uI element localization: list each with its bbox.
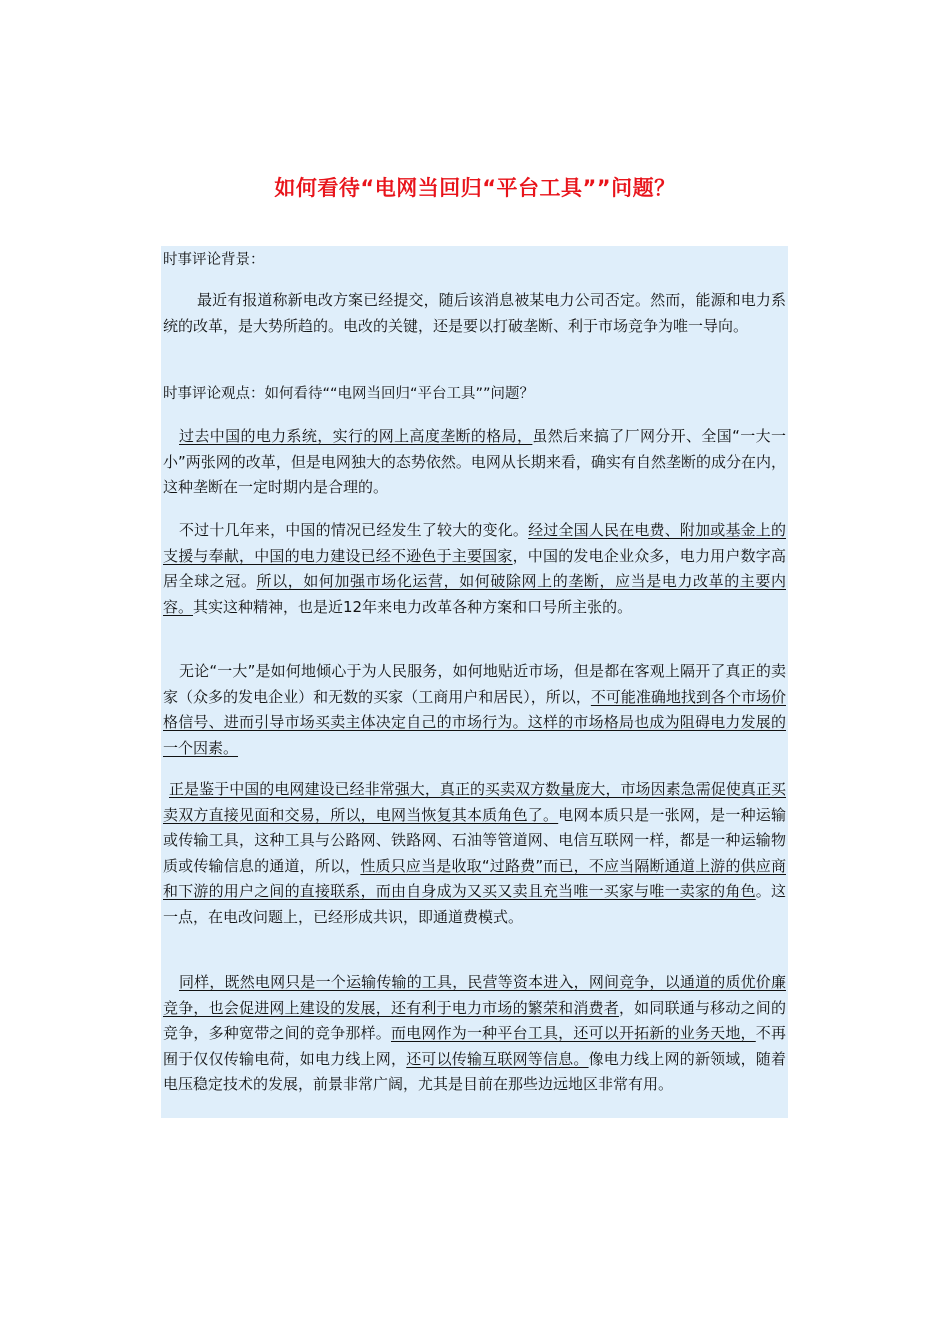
underlined-text: 所以，如何加强市场化运营，如何破除网上的垄断，应当是电力改革的主要内容。 — [163, 572, 786, 616]
text-run: 不过十几年来，中国的情况已经发生了较大的变化。 — [179, 521, 529, 539]
paragraph-text — [163, 518, 786, 620]
paragraph-text — [163, 659, 786, 761]
underlined-text: 不可能准确地找到各个市场价格信号、进而引导市场买卖主体决定自己的市场行为。这样的市场格局也成为阻碍电力发展的一个因素。 — [163, 687, 786, 757]
underlined-text: 同样，既然电网只是一个运输传输的工具，民营等资本进入，网间竞争，以通道的质优价廉竞争，也会促进网上建设的发展，还有利于电力市场的繁荣和消费者 — [163, 973, 786, 1017]
paragraph-text — [163, 777, 786, 930]
paragraph-text — [163, 424, 786, 501]
underlined-text: 经过全国人民在电费、附加或基金上的支援与奉献，中国的电力建设已经不逊色于主要国家 — [163, 521, 786, 565]
text-run: 电网本质只是一张网，是一种运输或传输工具，这种工具与公路网、铁路网、石油等管道网、电信互联网一样，都是一种运输物质或传输信息的通道，所以， — [163, 805, 786, 875]
underlined-text: 还可以传输互联网等信息。 — [406, 1049, 589, 1068]
viewpoint-label: 时事评论观点：如何看待““电网当回归“平台工具””问题？ — [163, 386, 535, 402]
background-paragraph — [163, 288, 786, 339]
text-run: 无论“一大”是如何地倾心于为人民服务，如何地贴近市场，但是都在客观上隔开了真正的卖家（众多的发电企业）和无数的买家（工商用户和居民），所以， — [163, 662, 786, 706]
text-run: 。这一点，在电改问题上，已经形成共识，即通道费模式。 — [163, 882, 786, 926]
paragraph-5 — [163, 970, 786, 1098]
page-title: 如何看待“电网当回归“平台工具””问题？ — [274, 176, 676, 200]
text-run: 像电力线上网的新领域，随着电压稳定技术的发展，前景非常广阔，尤其是目前在那些边远地区非常有用。 — [163, 1049, 786, 1093]
background-label: 时事评论背景： — [163, 252, 265, 268]
text-run: ，如同联通与移动之间的竞争，多种宽带之间的竞争那样。 — [163, 998, 786, 1042]
underlined-text: 性质只应当是收取“过路费”而已，不应当隔断通道上游的供应商和下游的用户之间的直接联系，而由自身成为又买又卖且充当唯一买家与唯一卖家的角色 — [163, 856, 786, 900]
paragraph-4 — [163, 777, 786, 930]
text-run: 其实这种精神，也是近12年来电力改革各种方案和口号所主张的。 — [193, 597, 633, 616]
underlined-text: 而电网作为一种平台工具，还可以开拓新的业务天地， — [390, 1024, 756, 1042]
underlined-text: 过去中国的电力系统，实行的网上高度垄断的格局， — [179, 427, 533, 445]
paragraph-1 — [163, 424, 786, 501]
background-text: 最近有报道称新电改方案已经提交，随后该消息被某电力公司否定。然而，能源和电力系统的改革，是大势所趋的。电改的关键，还是要以打破垄断、利于市场竞争为唯一导向。 — [163, 291, 786, 335]
paragraph-text — [163, 970, 786, 1098]
text-run: 不再囿于仅仅传输电荷，如电力线上网， — [163, 1024, 786, 1068]
article-body — [161, 246, 788, 1118]
paragraph-2 — [163, 518, 786, 620]
text-run: 虽然后来搞了厂网分开、全国“一大一小”两张网的改革，但是电网独大的态势依然。电网从长期来看，确实有自然垄断的成分在内，这种垄断在一定时期内是合理的。 — [163, 427, 786, 496]
paragraph-3 — [163, 659, 786, 761]
text-run: ，中国的发电企业众多，电力用户数字高居全球之冠。 — [163, 546, 786, 590]
underlined-text: 正是鉴于中国的电网建设已经非常强大，真正的买卖双方数量庞大，市场因素急需促使真正买卖双方直接见面和交易，所以，电网当恢复其本质角色了。 — [163, 780, 786, 824]
